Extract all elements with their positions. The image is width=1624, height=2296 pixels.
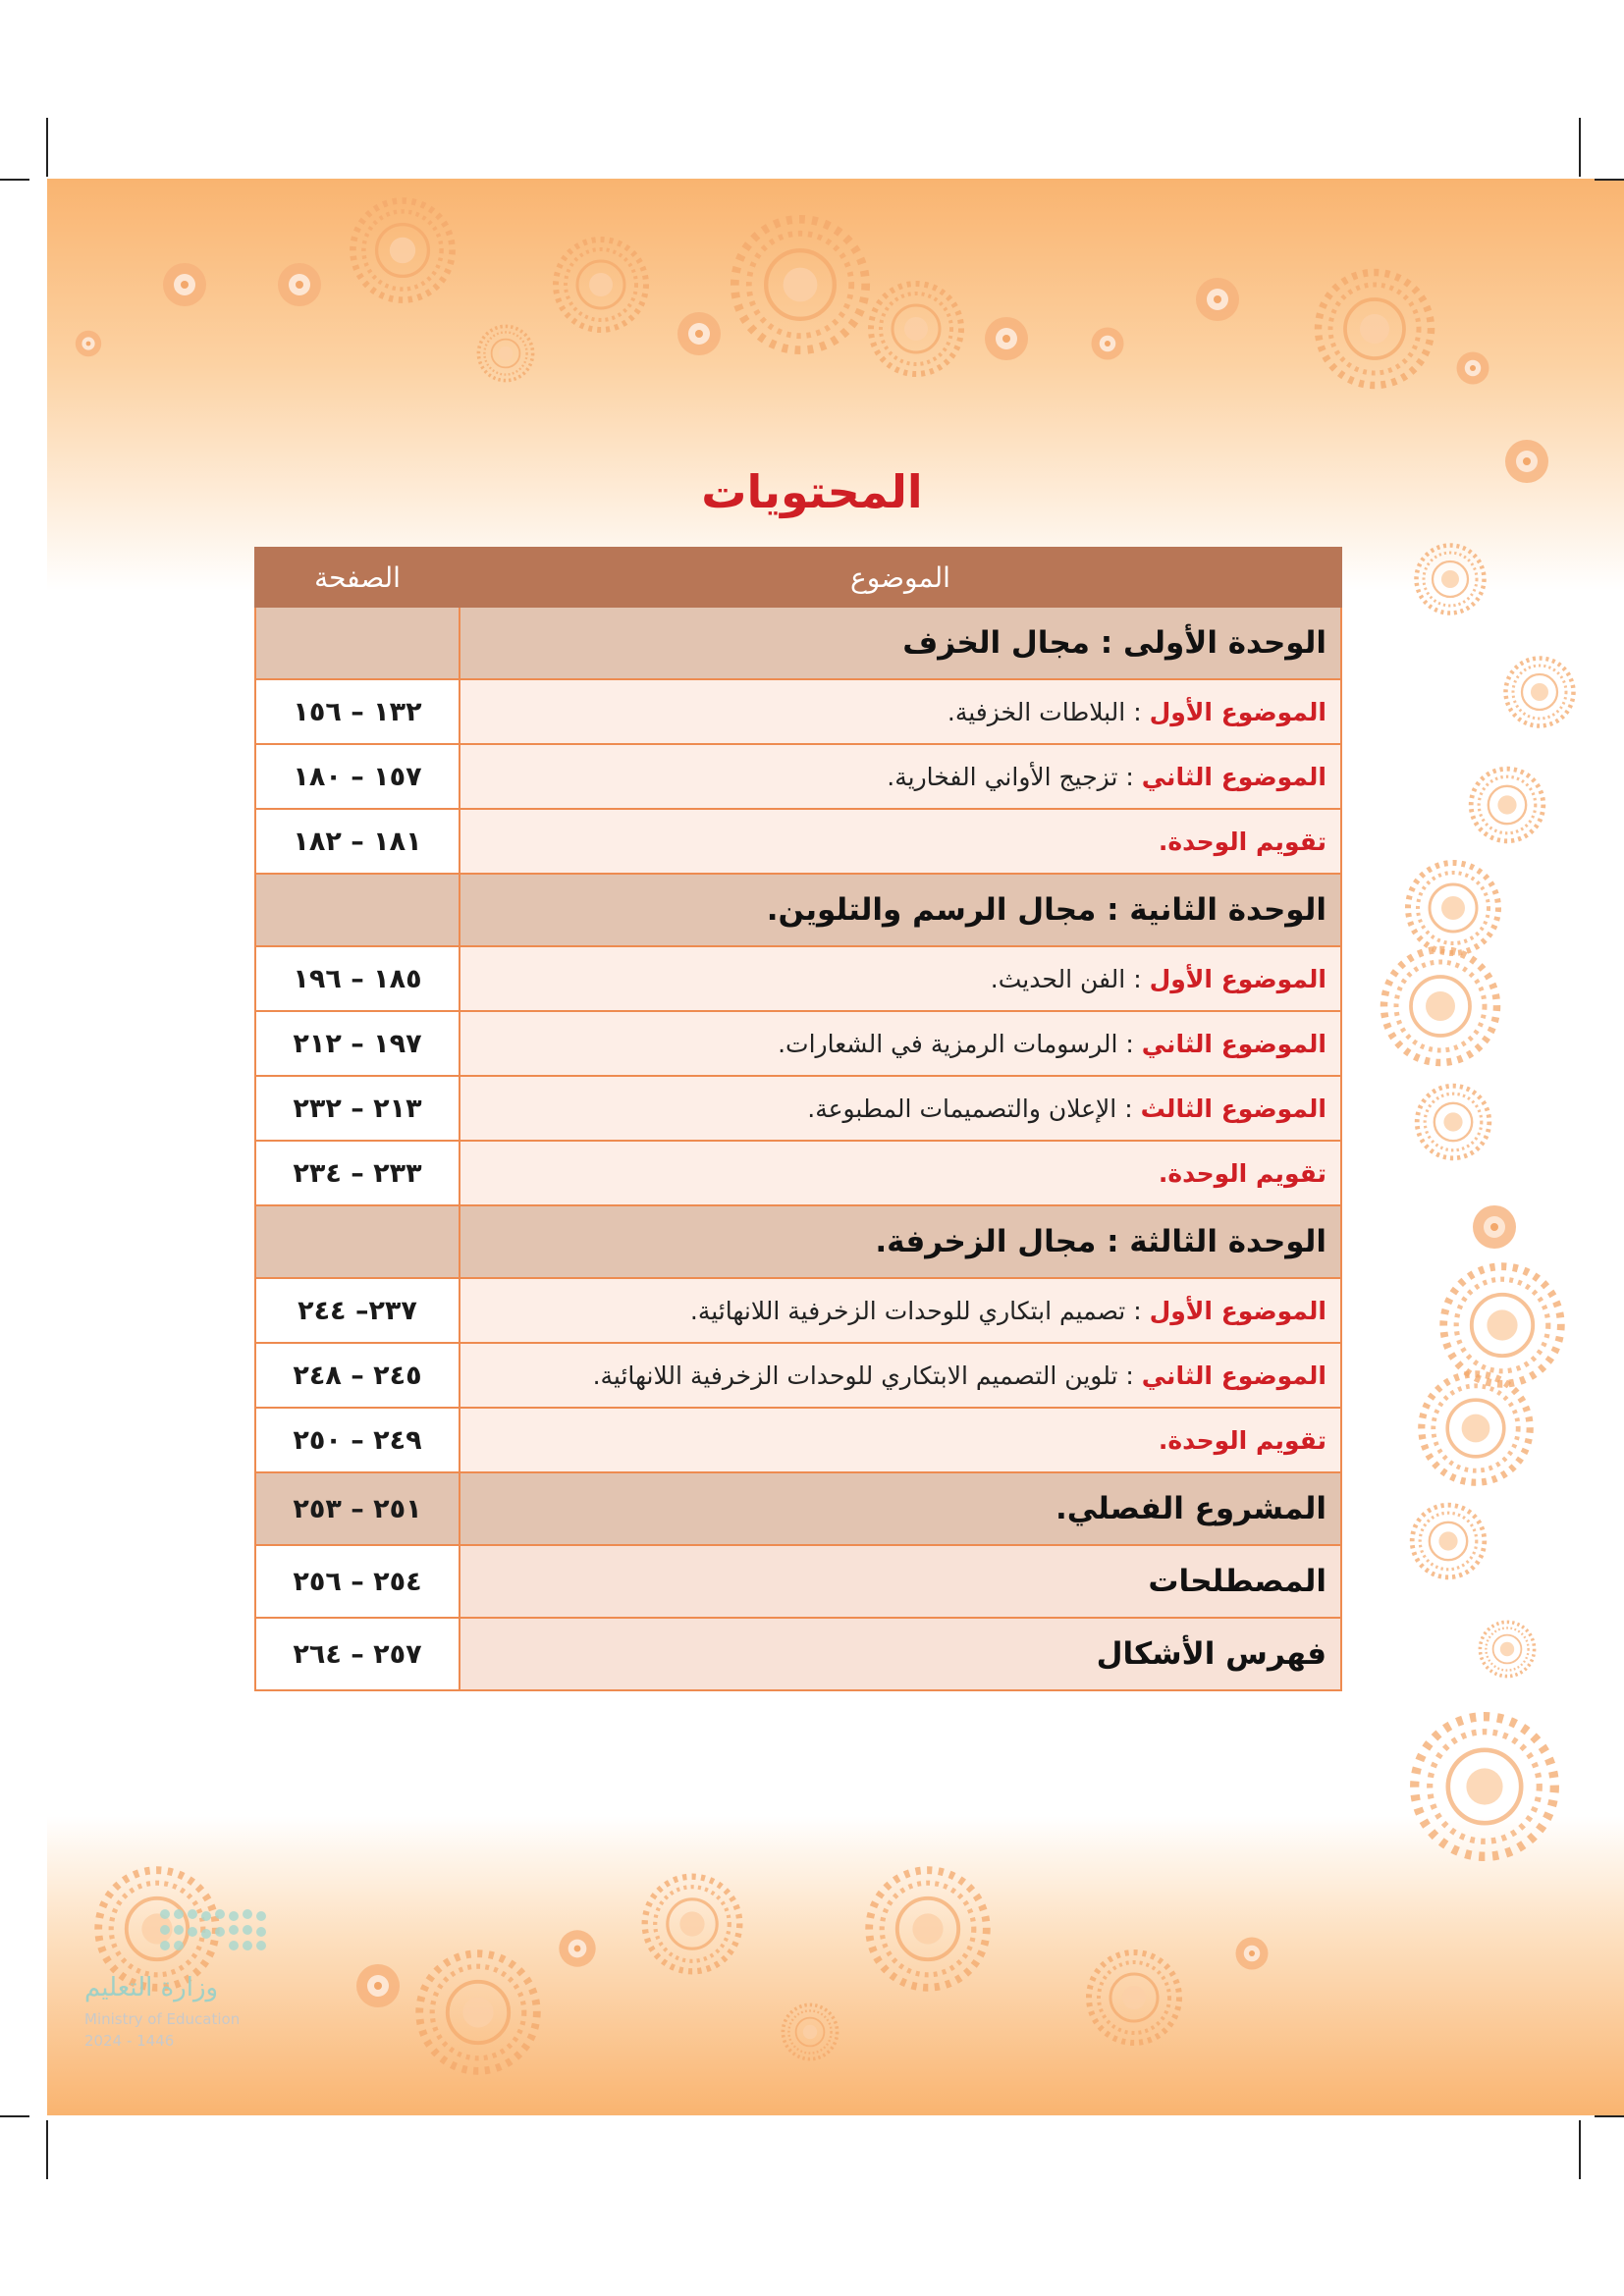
unit-title: الوحدة الأولى : مجال الخزف xyxy=(460,607,1341,679)
topic-text: تصميم ابتكاري للوحدات الزخرفية اللانهائية. xyxy=(689,1296,1126,1325)
topic-separator: : xyxy=(1125,1296,1150,1325)
page-range: ٢٤٥ – ٢٤٨ xyxy=(255,1343,460,1408)
table-header xyxy=(255,548,1341,607)
topic-label: الموضوع الأول xyxy=(1149,1296,1326,1325)
topic-separator: : xyxy=(1116,1094,1141,1123)
page-range: ١٣٢ – ١٥٦ xyxy=(255,679,460,744)
assessment-cell xyxy=(460,809,1341,874)
topic-text: البلاطات الخزفية. xyxy=(947,697,1126,726)
page-range: ٢٥٤ – ٢٥٦ xyxy=(255,1545,460,1618)
assessment-label: تقويم الوحدة. xyxy=(1158,827,1326,856)
unit-title: الوحدة الثانية : مجال الرسم والتلوين. xyxy=(460,874,1341,946)
topic-separator: : xyxy=(1125,697,1150,726)
topic-text: الرسومات الرمزية في الشعارات. xyxy=(778,1029,1118,1058)
table-row xyxy=(255,1343,1341,1408)
topic-cell xyxy=(460,679,1341,744)
assessment-label: تقويم الوحدة. xyxy=(1158,1425,1326,1455)
unit-page-cell xyxy=(255,607,460,679)
topic-label: الموضوع الثاني xyxy=(1141,1029,1326,1058)
topic-label: الموضوع الثالث xyxy=(1140,1094,1326,1123)
unit-page-cell xyxy=(255,874,460,946)
table-row xyxy=(255,1472,1341,1545)
table-row xyxy=(255,1141,1341,1205)
topic-text: الفن الحديث. xyxy=(990,964,1126,993)
extra-title: المشروع الفصلي. xyxy=(460,1472,1341,1545)
topic-text: تزجيج الأواني الفخارية. xyxy=(887,762,1118,791)
page-title: المحتويات xyxy=(701,465,923,518)
topic-cell xyxy=(460,1011,1341,1076)
topic-label: الموضوع الثاني xyxy=(1141,762,1326,791)
topic-separator: : xyxy=(1117,1029,1142,1058)
topic-separator: : xyxy=(1125,964,1150,993)
unit-row xyxy=(255,874,1341,946)
page-range: ٢٣٣ – ٢٣٤ xyxy=(255,1141,460,1205)
table-row xyxy=(255,946,1341,1011)
page-range: ٢٤٩ – ٢٥٠ xyxy=(255,1408,460,1472)
topic-separator: : xyxy=(1117,762,1142,791)
topic-cell xyxy=(460,1278,1341,1343)
logo-year: 2024 - 1446 xyxy=(84,2032,175,2050)
table-row xyxy=(255,1408,1341,1472)
table-row xyxy=(255,1278,1341,1343)
topic-separator: : xyxy=(1117,1361,1142,1390)
page-range: ٢٣٧– ٢٤٤ xyxy=(255,1278,460,1343)
page-range: ١٩٧ – ٢١٢ xyxy=(255,1011,460,1076)
topic-text: الإعلان والتصميمات المطبوعة. xyxy=(807,1094,1117,1123)
page-range: ١٥٧ – ١٨٠ xyxy=(255,744,460,809)
unit-row xyxy=(255,1205,1341,1278)
table-row xyxy=(255,1618,1341,1690)
unit-page-cell xyxy=(255,1205,460,1278)
table-row xyxy=(255,1011,1341,1076)
topic-label: الموضوع الأول xyxy=(1149,697,1326,726)
table-row xyxy=(255,1545,1341,1618)
logo-name-ar: وزارة التعليم xyxy=(84,1973,219,2002)
extra-title: المصطلحات xyxy=(460,1545,1341,1618)
contents-table xyxy=(254,547,1342,1691)
page-range: ٢٥١ – ٢٥٣ xyxy=(255,1472,460,1545)
header-topic: الموضوع xyxy=(460,548,1341,607)
topic-cell xyxy=(460,946,1341,1011)
table-row xyxy=(255,744,1341,809)
topic-text: تلوين التصميم الابتكاري للوحدات الزخرفية اللانهائية. xyxy=(592,1361,1118,1390)
table-row xyxy=(255,1076,1341,1141)
table-row xyxy=(255,679,1341,744)
assessment-cell xyxy=(460,1408,1341,1472)
unit-title: الوحدة الثالثة : مجال الزخرفة. xyxy=(460,1205,1341,1278)
topic-label: الموضوع الأول xyxy=(1149,964,1326,993)
page-range: ١٨١ – ١٨٢ xyxy=(255,809,460,874)
assessment-label: تقويم الوحدة. xyxy=(1158,1158,1326,1188)
unit-row xyxy=(255,607,1341,679)
page-range: ٢١٣ – ٢٣٢ xyxy=(255,1076,460,1141)
topic-cell xyxy=(460,1076,1341,1141)
topic-label: الموضوع الثاني xyxy=(1141,1361,1326,1390)
table-row xyxy=(255,809,1341,874)
topic-cell xyxy=(460,744,1341,809)
logo-name-en: Ministry of Education xyxy=(84,2010,241,2028)
extra-title: فهرس الأشكال xyxy=(460,1618,1341,1690)
page-range: ٢٥٧ – ٢٦٤ xyxy=(255,1618,460,1690)
topic-cell xyxy=(460,1343,1341,1408)
page-range: ١٨٥ – ١٩٦ xyxy=(255,946,460,1011)
header-page: الصفحة xyxy=(255,548,460,607)
assessment-cell xyxy=(460,1141,1341,1205)
